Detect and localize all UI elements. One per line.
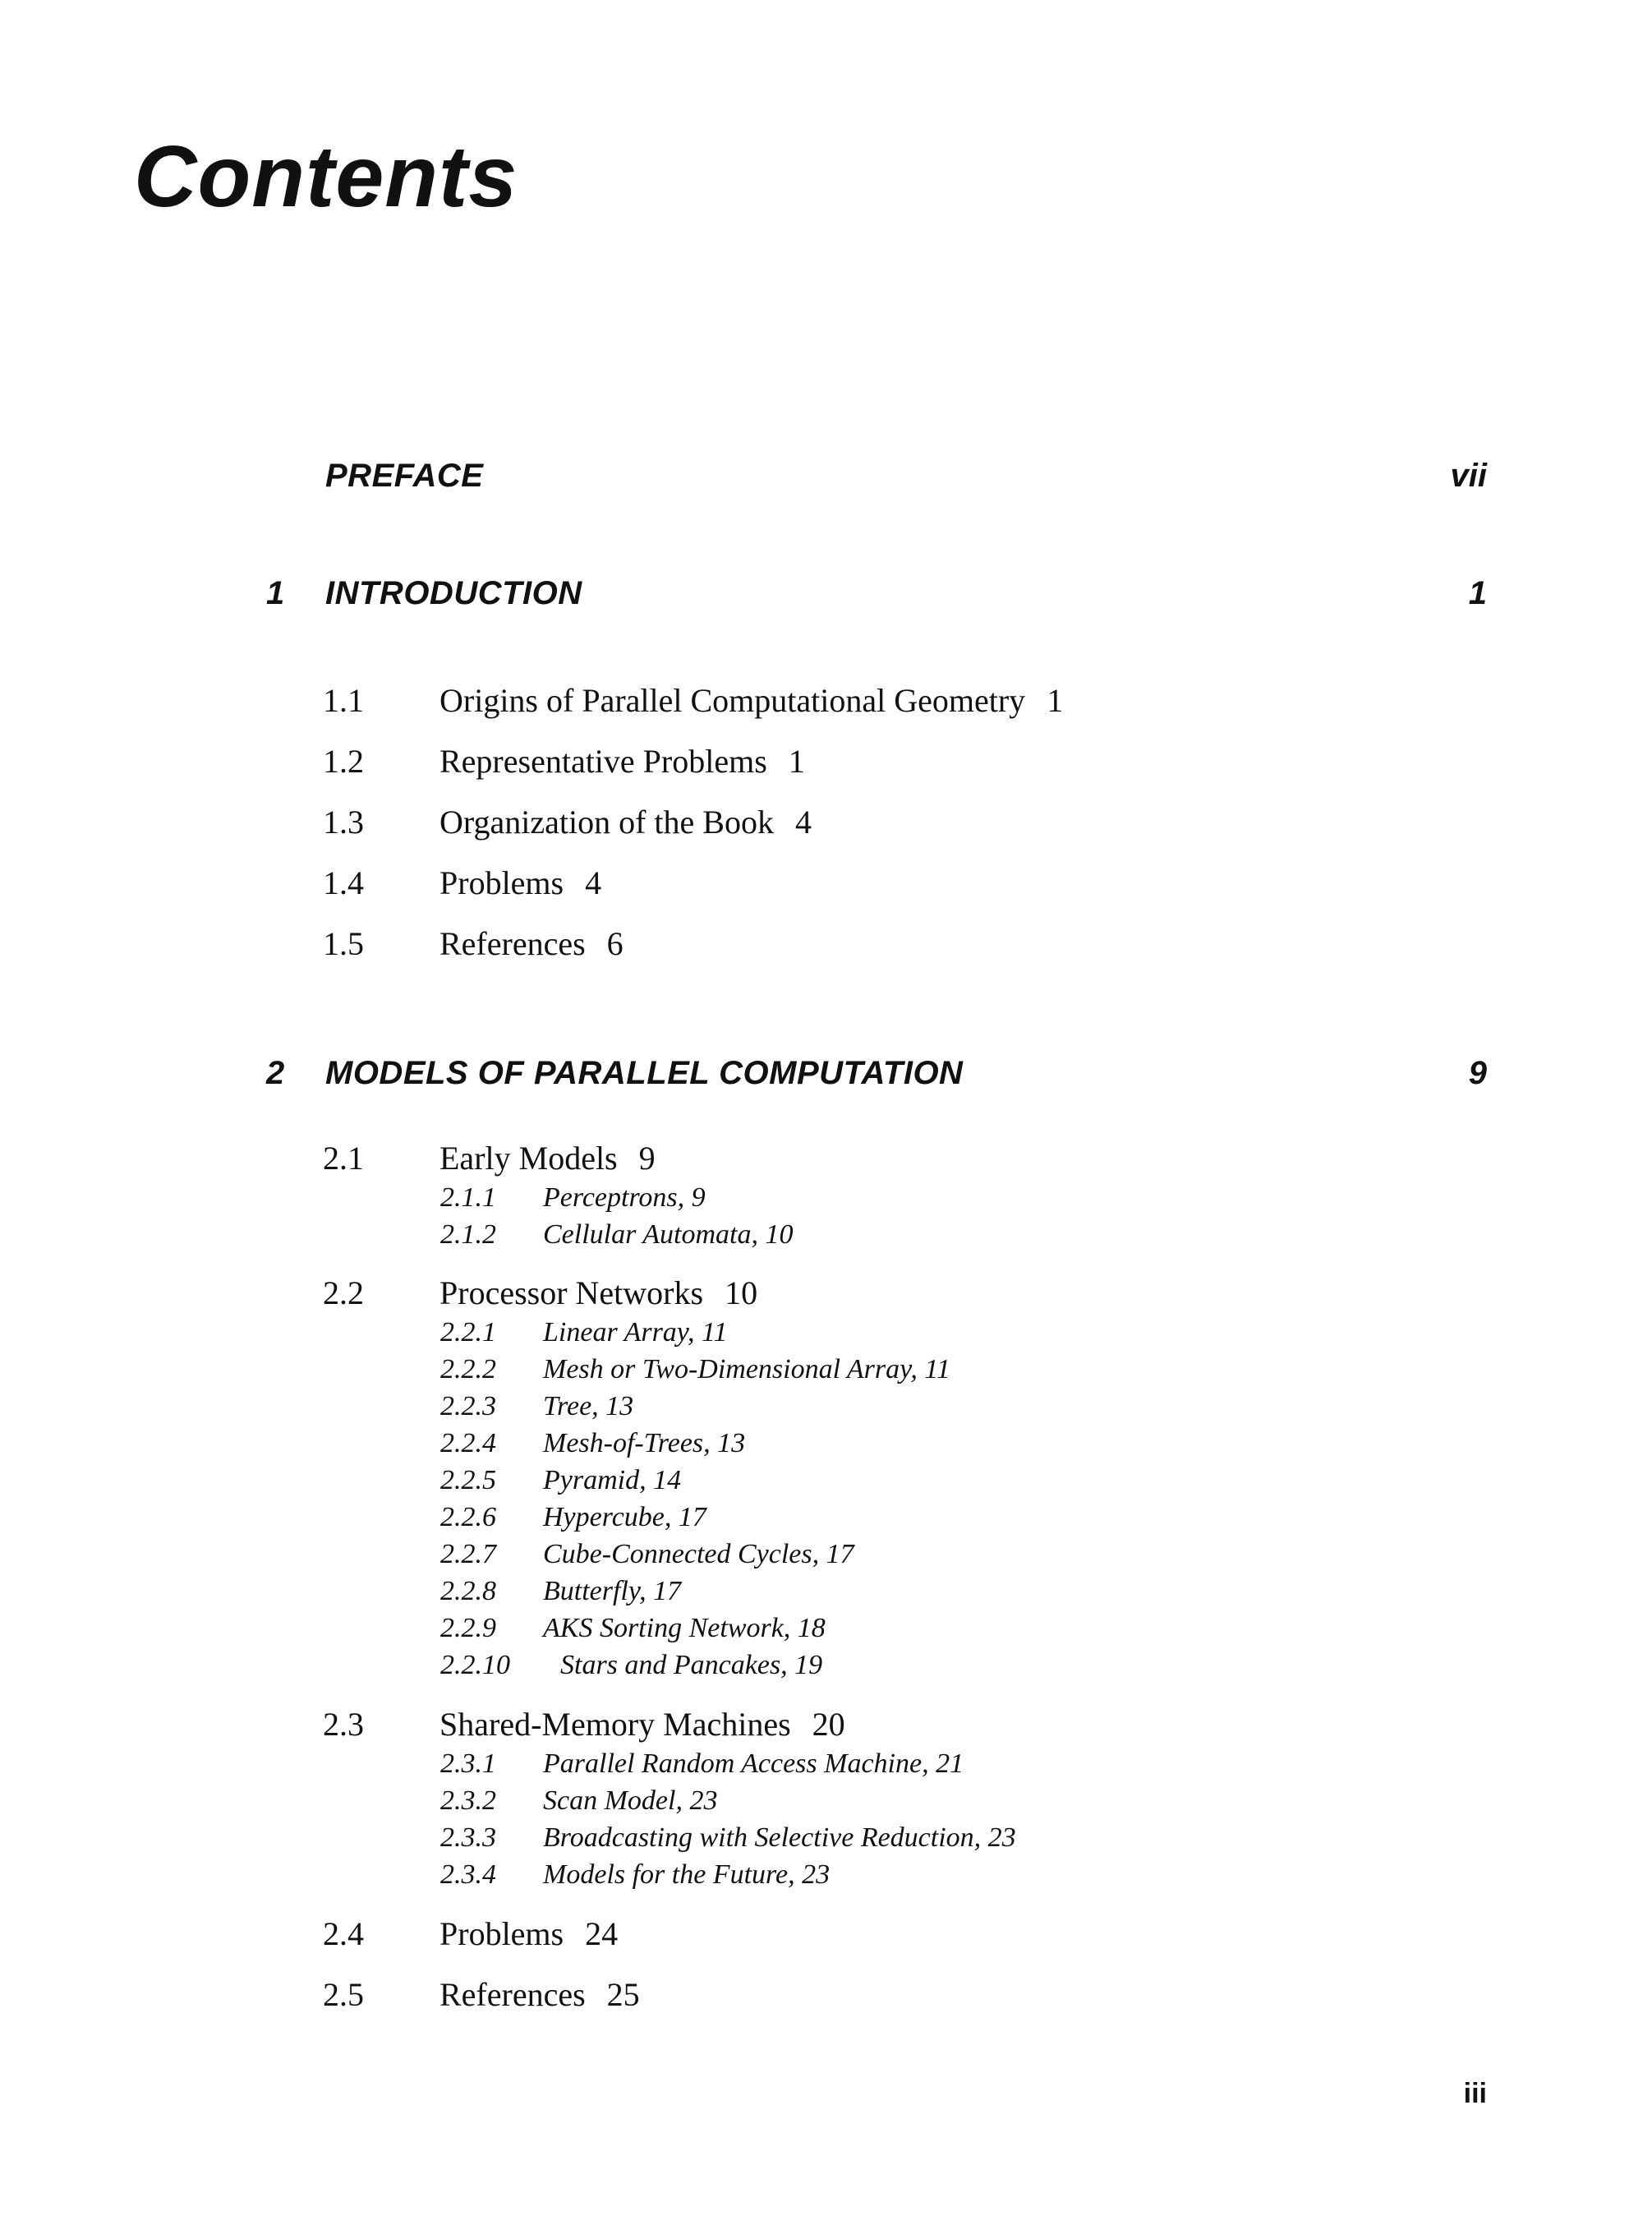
- subsection-number: 2.3.3: [440, 1822, 496, 1853]
- subsection-number: 2.3.2: [440, 1785, 496, 1816]
- subsection-number: 2.3.4: [440, 1859, 496, 1890]
- preface-page: vii: [1450, 458, 1487, 494]
- subsection-number: 2.2.10: [440, 1650, 510, 1680]
- section-number: 1.1: [323, 682, 364, 719]
- section-number: 2.4: [323, 1915, 364, 1952]
- subsection-title: Scan Model, 23: [543, 1785, 718, 1816]
- subsection-title: Models for the Future, 23: [543, 1859, 831, 1890]
- section-number: 1.5: [323, 925, 364, 962]
- subsection-number: 2.2.7: [440, 1539, 496, 1569]
- subsection-number: 2.2.4: [440, 1428, 496, 1458]
- section-page: 1: [788, 743, 805, 780]
- section-page: 10: [725, 1274, 758, 1311]
- subsection-title: Mesh-of-Trees, 13: [543, 1428, 746, 1458]
- section-title: Problems: [439, 864, 564, 901]
- subsection-title: Broadcasting with Selective Reduction, 23: [543, 1822, 1016, 1853]
- section-number: 2.5: [323, 1976, 364, 2013]
- section-page: 25: [606, 1976, 640, 2013]
- chapter-page: 1: [1468, 575, 1487, 611]
- section-title: References: [439, 1976, 586, 2013]
- toc-chapter-2[interactable]: [255, 1050, 1487, 1096]
- subsection-title: Linear Array, 11: [543, 1317, 728, 1347]
- subsection-title: Butterfly, 17: [543, 1576, 682, 1606]
- section-number: 2.1: [323, 1140, 364, 1177]
- subsection-number: 2.2.2: [440, 1354, 496, 1384]
- subsection-title: Hypercube, 17: [543, 1502, 706, 1532]
- section-number: 1.3: [323, 804, 364, 841]
- section-page: 6: [606, 925, 624, 962]
- section-page: 24: [585, 1915, 619, 1952]
- subsection-title: Pyramid, 14: [543, 1465, 682, 1495]
- subsection-title: Mesh or Two-Dimensional Array, 11: [543, 1354, 950, 1384]
- section-title: Shared-Memory Machines: [439, 1706, 791, 1743]
- section-page: 4: [794, 804, 812, 841]
- page-title: Contents: [134, 128, 518, 225]
- section-page: 1: [1047, 682, 1064, 719]
- subsection-number: 2.2.5: [440, 1465, 496, 1495]
- subsection-number: 2.1.1: [440, 1182, 496, 1213]
- subsection-title: AKS Sorting Network, 18: [543, 1613, 826, 1643]
- subsection-number: 2.2.6: [440, 1502, 496, 1532]
- section-title: References: [439, 925, 586, 962]
- chapter-number: 2: [266, 1055, 285, 1091]
- chapter-title: INTRODUCTION: [325, 575, 582, 611]
- section-number: 2.3: [323, 1706, 364, 1743]
- chapter-title: MODELS OF PARALLEL COMPUTATION: [325, 1055, 964, 1091]
- section-page: 9: [638, 1140, 656, 1177]
- subsection-title: Cube-Connected Cycles, 17: [543, 1539, 854, 1569]
- section-number: 2.2: [323, 1274, 364, 1311]
- section-number: 1.2: [323, 743, 364, 780]
- subsection-number: 2.2.9: [440, 1613, 496, 1643]
- subsection-title: Tree, 13: [543, 1391, 634, 1421]
- toc-preface[interactable]: [255, 453, 1487, 499]
- subsection-title: Parallel Random Access Machine, 21: [543, 1748, 964, 1779]
- section-title: Early Models: [439, 1140, 618, 1177]
- toc-chapter-1[interactable]: [255, 570, 1487, 616]
- section-page: 20: [812, 1706, 845, 1743]
- section-title: Processor Networks: [439, 1274, 704, 1311]
- page-number: iii: [1463, 2078, 1487, 2109]
- section-number: 1.4: [323, 864, 364, 901]
- chapter-number: 1: [266, 575, 285, 611]
- subsection-title: Stars and Pancakes, 19: [560, 1650, 823, 1680]
- subsection-title: Cellular Automata, 10: [543, 1219, 794, 1250]
- chapter-page: 9: [1468, 1055, 1487, 1091]
- subsection-number: 2.2.3: [440, 1391, 496, 1421]
- section-page: 4: [585, 864, 602, 901]
- subsection-number: 2.1.2: [440, 1219, 496, 1250]
- subsection-number: 2.3.1: [440, 1748, 496, 1779]
- section-title: Problems: [439, 1915, 564, 1952]
- subsection-title: Perceptrons, 9: [543, 1182, 706, 1213]
- preface-title: PREFACE: [325, 458, 484, 494]
- section-title: Origins of Parallel Computational Geometry: [439, 682, 1026, 719]
- section-title: Representative Problems: [439, 743, 767, 780]
- subsection-number: 2.2.1: [440, 1317, 496, 1347]
- section-title: Organization of the Book: [439, 804, 774, 841]
- subsection-number: 2.2.8: [440, 1576, 496, 1606]
